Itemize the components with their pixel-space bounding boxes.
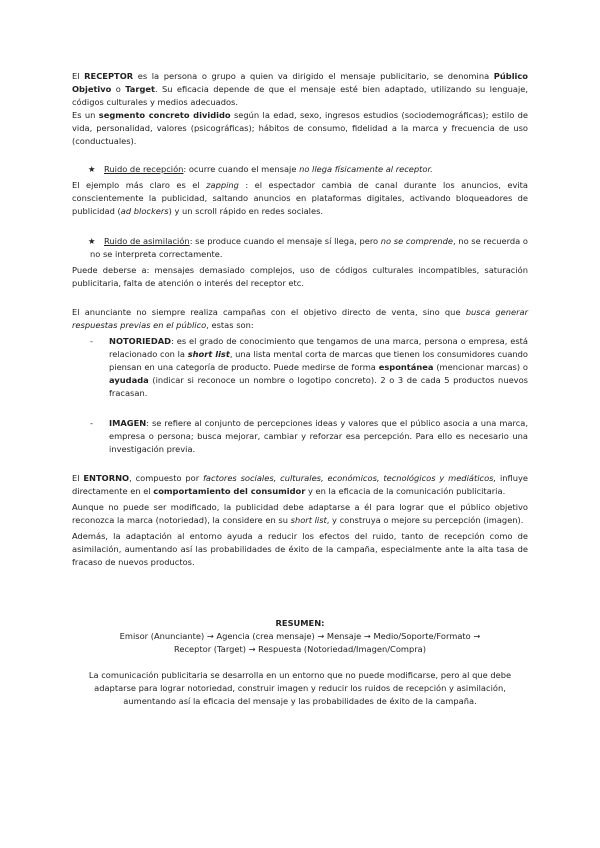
text: ) y un scroll rápido en redes sociales. bbox=[168, 206, 324, 216]
asimilacion-paragraph: Puede deberse a: mensajes demasiado complejos, uso de códigos culturales incompatibles, saturación publicitaria, falta de atención o interés del receptor etc. bbox=[72, 265, 528, 288]
text: , compuesto por bbox=[129, 473, 204, 483]
zapping-term: zapping bbox=[206, 180, 239, 190]
star-bullet-icon: ★ bbox=[88, 236, 96, 246]
text: El ejemplo más claro es el bbox=[72, 180, 207, 190]
text: Es un bbox=[72, 110, 99, 120]
dash-bullet: - bbox=[90, 418, 93, 428]
star-bullet-icon: ★ bbox=[88, 164, 96, 174]
text: , una lista mental corta de marcas que tienen los consumidores cuando piensan en una categoría de producto. Puede medirse de forma bbox=[109, 349, 529, 372]
segmento-paragraph bbox=[72, 109, 528, 148]
notoriedad-item bbox=[72, 335, 528, 400]
resumen-title bbox=[72, 617, 528, 630]
text: : ocurre cuando el mensaje bbox=[183, 164, 300, 174]
text: Aunque no puede ser modificado, la publicidad debe adaptarse a él para lograr que el público objetivo reconozca la marca (notoriedad), la considere en su bbox=[72, 502, 528, 525]
resumen-heading: RESUMEN: bbox=[275, 618, 325, 628]
resumen-final-paragraph: La comunicación publicitaria se desarrolla en un entorno que no puede modificarse, pero al que debe adaptarse para lograr notoriedad, construir imagen y reducir los ruidos de recepción y asimilación, aumentando así la eficacia del mensaje y las probabilidades de éxito de la campaña. bbox=[88, 670, 512, 706]
target-term: Target bbox=[125, 84, 156, 94]
receptor-paragraph bbox=[72, 70, 528, 109]
text: : es el grado de conocimiento que tengamos de una marca, persona o empresa, está relacionado con la bbox=[109, 336, 528, 359]
text: , y construya o mejore su percepción (imagen). bbox=[326, 515, 524, 525]
ruido-recepcion-title: Ruido de recepción bbox=[104, 164, 184, 174]
resumen-flow-line-2: Receptor (Target) → Respuesta (Notoriedad/Imagen/Compra) bbox=[174, 644, 426, 654]
text: : se produce cuando el mensaje sí llega, pero bbox=[189, 236, 381, 246]
resumen-flow-line-1: Emisor (Anunciante) → Agencia (crea mensaje) → Mensaje → Medio/Soporte/Formato → bbox=[119, 631, 481, 641]
text: El bbox=[72, 71, 85, 81]
anunciante-paragraph bbox=[72, 306, 528, 332]
text: según la edad, sexo, ingresos estudios (sociodemográficas); estilo de vida, personalidad, valores (psicográficas); hábitos de consumo, fidelidad a la marca y frecuencia de uso (conductuales). bbox=[72, 110, 528, 146]
aunque-paragraph bbox=[72, 501, 528, 527]
shortlist-term: short list bbox=[187, 349, 230, 359]
text: es la persona o grupo a quien va dirigido el mensaje publicitario, se denomina bbox=[133, 71, 494, 81]
text: no se comprende bbox=[380, 236, 454, 246]
shortlist-term: short list bbox=[290, 515, 327, 525]
text: no llega físicamente al receptor. bbox=[299, 164, 433, 174]
comportamiento-term: comportamiento del consumidor bbox=[153, 486, 306, 496]
text: (mencionar marcas) o bbox=[433, 362, 528, 372]
imagen-item bbox=[72, 417, 528, 456]
text: busca generar respuestas previas en el público bbox=[72, 307, 528, 330]
segmento-term: segmento concreto dividido bbox=[98, 110, 231, 120]
text: , no se recuerda o no se interpreta correctamente. bbox=[90, 236, 529, 259]
entorno-paragraph bbox=[72, 472, 528, 498]
entorno-term: ENTORNO bbox=[83, 473, 130, 483]
receptor-term: RECEPTOR bbox=[84, 71, 134, 81]
dash-bullet: - bbox=[90, 336, 93, 346]
text: El anunciante no siempre realiza campañas con el objetivo directo de venta, sino que bbox=[72, 307, 466, 317]
text: . Su eficacia depende de que el mensaje esté bien adaptado, utilizando su lenguaje, códigos culturales y medios adecuados. bbox=[72, 84, 528, 107]
notoriedad-term: NOTORIEDAD bbox=[109, 336, 172, 346]
ruido-asimilacion-item bbox=[72, 235, 528, 261]
imagen-term: IMAGEN bbox=[109, 418, 147, 428]
zapping-paragraph bbox=[72, 179, 528, 218]
text: (indicar si reconoce un nombre o logotipo concreto). 2 o 3 de cada 5 productos nuevos fracasan. bbox=[109, 375, 528, 398]
ruido-asimilacion-title: Ruido de asimilación bbox=[104, 236, 190, 246]
text: El bbox=[72, 473, 84, 483]
adblockers-term: ad blockers bbox=[120, 206, 169, 216]
text: factores sociales, culturales, económicos, tecnológicos y mediáticos, bbox=[203, 473, 497, 483]
text: y en la eficacia de la comunicación publicitaria. bbox=[305, 486, 506, 496]
publico-objetivo-term: Público Objetivo bbox=[72, 71, 528, 94]
espontanea-term: espontánea bbox=[378, 362, 434, 372]
text: : el espectador cambia de canal durante los anuncios, evita conscientemente la publicidad, saltando anuncios en plataformas digitales, activando bloqueadores de publicidad ( bbox=[72, 180, 529, 216]
text: o bbox=[111, 84, 126, 94]
text: , estas son: bbox=[206, 320, 254, 330]
ruido-recepcion-item bbox=[72, 163, 528, 176]
ayudada-term: ayudada bbox=[109, 375, 149, 385]
ademas-paragraph: Además, la adaptación al entorno ayuda a reducir los efectos del ruido, tanto de recepción como de asimilación, aumentando así las probabilidades de éxito de la campaña, especialmente ante la alta tasa de fracaso de nuevos productos. bbox=[72, 531, 528, 567]
text: influye directamente en el bbox=[72, 473, 529, 496]
text: : se refiere al conjunto de percepciones ideas y valores que el público asocia a una marca, empresa o persona; busca mejorar, cambiar y reforzar esa percepción. Para ello es necesario una investigación previa. bbox=[109, 418, 528, 454]
